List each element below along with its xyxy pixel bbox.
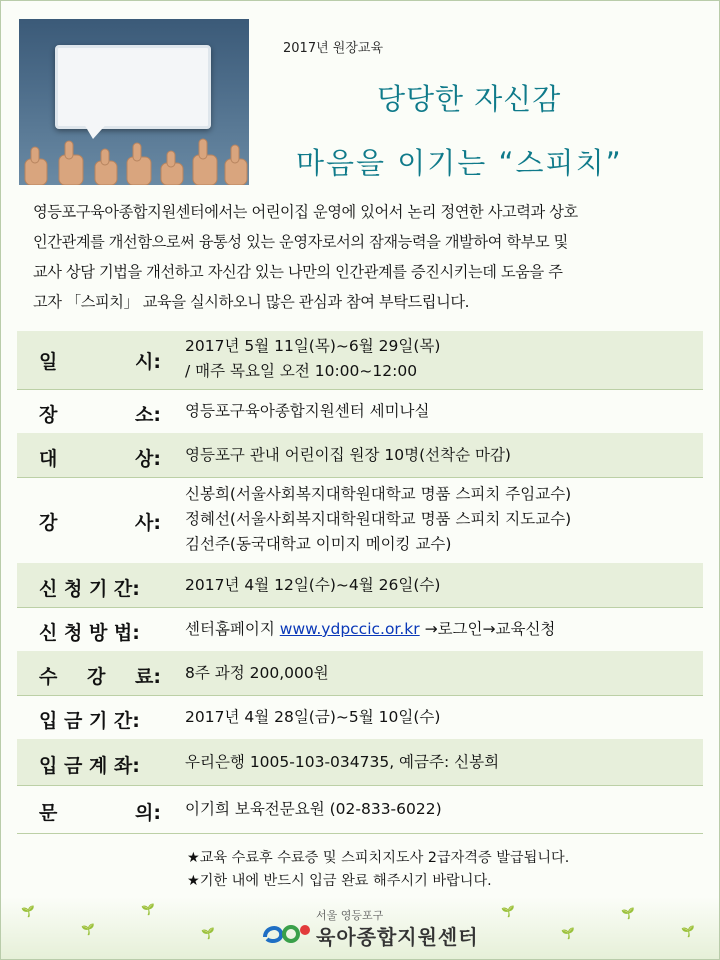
label-char: 의: xyxy=(135,802,161,824)
label-char: 강 xyxy=(87,666,106,688)
label-char: 사: xyxy=(135,512,161,534)
instructor-name: 신봉희(서울사회복지대학원대학교 명품 스피치 주임교수) xyxy=(185,485,572,503)
apply-period-label: 신 청 기 간: xyxy=(39,578,140,600)
instructor-name: 김선주(동국대학교 이미지 메이킹 교수) xyxy=(185,535,452,553)
target-value: 영등포구 관내 어린이집 원장 10명(선착순 마감) xyxy=(185,446,511,464)
label-char: 일 xyxy=(39,351,58,373)
label-char: 대 xyxy=(39,448,58,470)
intro-line: 교사 상담 기법을 개선하고 자신감 있는 나만의 인간관계를 증진시키는데 도움을 주 xyxy=(33,263,563,281)
place-row xyxy=(17,389,703,434)
label-char: 장 xyxy=(39,404,58,426)
apply-method-prefix: 센터홈페이지 xyxy=(185,620,280,638)
page-title-line1: 당당한 자신감 xyxy=(377,82,562,116)
schedule-dates: 2017년 5월 11일(목)~6월 29일(목) xyxy=(185,337,441,355)
account-label: 입 금 계 좌: xyxy=(39,755,140,777)
intro-paragraph xyxy=(33,197,699,317)
instructor-value xyxy=(185,482,571,557)
schedule-time: / 매주 목요일 오전 10:00~12:00 xyxy=(185,362,418,380)
notice-item: ★교육 수료후 수료증 및 스피치지도사 2급자격증 발급됩니다. xyxy=(187,850,570,866)
apply-method-row xyxy=(17,607,703,652)
contact-row xyxy=(17,785,703,834)
apply-method-label: 신 청 방 법: xyxy=(39,622,140,644)
label-char: 소: xyxy=(135,404,161,426)
sprout-icon: 🌱 xyxy=(561,927,575,940)
apply-period-row xyxy=(17,563,703,608)
sprout-icon: 🌱 xyxy=(81,923,95,936)
notice-list xyxy=(187,847,569,893)
apply-method-value xyxy=(185,617,555,642)
sprout-icon: 🌱 xyxy=(681,925,695,938)
schedule-row xyxy=(17,331,703,390)
label-char: 료: xyxy=(135,666,161,688)
contact-value: 이기희 보육전문요원 (02-833-6022) xyxy=(185,800,442,818)
label-char: 강 xyxy=(39,512,58,534)
sprout-icon: 🌱 xyxy=(501,905,515,918)
thumbs-up-icon xyxy=(19,129,249,185)
deposit-period-value: 2017년 4월 28일(금)~5월 10일(수) xyxy=(185,708,441,726)
speech-bubble-icon xyxy=(55,45,211,129)
intro-line: 고자 「스피치」 교육을 실시하오니 많은 관심과 참여 부탁드립니다. xyxy=(33,293,470,311)
instructor-row xyxy=(17,477,703,564)
org-district: 서울 영등포구 xyxy=(316,909,384,922)
account-value: 우리은행 1005-103-034735, 예금주: 신봉희 xyxy=(185,753,500,771)
account-row xyxy=(17,739,703,786)
year-label: 2017년 원장교육 xyxy=(283,41,384,56)
label-char: 시: xyxy=(135,351,161,373)
schedule-value xyxy=(185,334,440,384)
sprout-icon: 🌱 xyxy=(21,905,35,918)
fee-value: 8주 과정 200,000원 xyxy=(185,664,329,682)
sprout-icon: 🌱 xyxy=(201,927,215,940)
intro-line: 인간관계를 개선함으로써 융통성 있는 운영자로서의 잠재능력을 개발하여 학부모 및 xyxy=(33,233,568,251)
place-value: 영등포구육아종합지원센터 세미나실 xyxy=(185,402,430,420)
target-row xyxy=(17,433,703,478)
sprout-icon: 🌱 xyxy=(141,903,155,916)
center-logo-icon xyxy=(261,917,313,947)
label-char: 상: xyxy=(135,448,161,470)
homepage-link[interactable]: www.ydpccic.or.kr xyxy=(279,620,420,638)
label-char: 문 xyxy=(39,802,58,824)
deposit-period-label: 입 금 기 간: xyxy=(39,710,140,732)
speech-bubble-thumbs-image xyxy=(19,19,249,185)
fee-row xyxy=(17,651,703,696)
intro-line: 영등포구육아종합지원센터에서는 어린이집 운영에 있어서 논리 정연한 사고력과 상호 xyxy=(33,203,578,221)
apply-period-value: 2017년 4월 12일(수)~4월 26일(수) xyxy=(185,576,441,594)
deposit-period-row xyxy=(17,695,703,740)
label-char: 수 xyxy=(39,666,58,688)
apply-method-steps: →로그인→교육신청 xyxy=(419,620,556,638)
sprout-icon: 🌱 xyxy=(621,907,635,920)
instructor-name: 정혜선(서울사회복지대학원대학교 명품 스피치 지도교수) xyxy=(185,510,572,528)
notice-item: ★기한 내에 반드시 입금 완료 해주시기 바랍니다. xyxy=(187,873,492,889)
org-name: 육아종합지원센터 xyxy=(316,925,479,949)
page-title-line2: 마음을 이기는 “스피치” xyxy=(296,146,623,180)
